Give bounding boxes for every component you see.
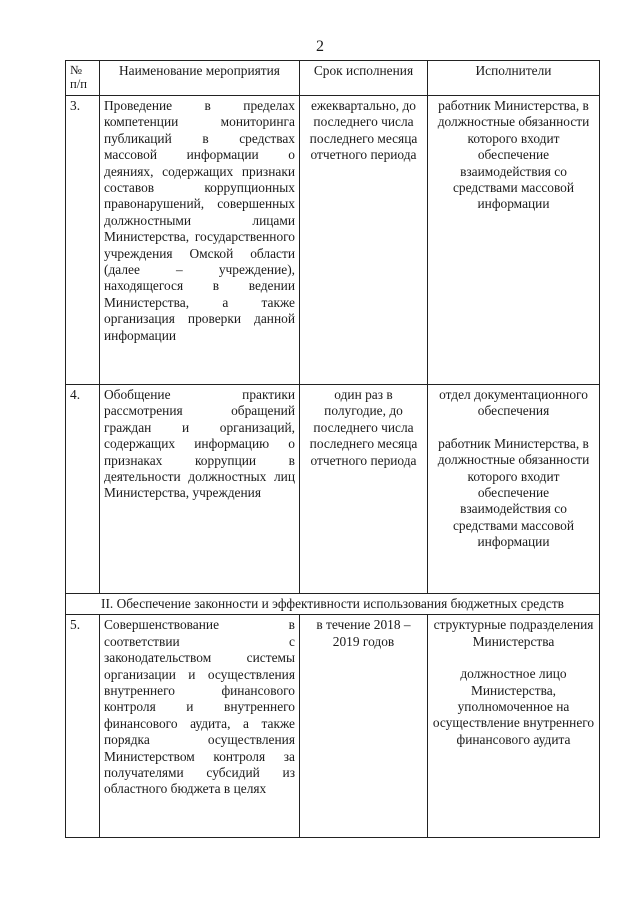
- section-heading-row: [66, 594, 600, 615]
- event-deadline: в течение 2018 – 2019 годов: [300, 615, 428, 838]
- header-executors: Исполнители: [428, 61, 600, 96]
- row-number: 4.: [66, 385, 100, 594]
- header-number: № п/п: [66, 61, 100, 96]
- event-executors: [428, 96, 600, 385]
- event-executors: [428, 615, 600, 838]
- event-name: Обобщение практики рассмотрения обращений граждан и организаций, содержащих информацию о признаках коррупции в деятельности должностных лиц Министерства, учреждения: [100, 385, 300, 594]
- event-executors: [428, 385, 600, 594]
- event-name: Проведение в пределах компетенции мониторинга публикаций в средствах массовой информации о деяниях, содержащих признаки составов коррупционных правонарушений, совершенных должностными лицами Министерства, государственного учреждения Омской области (далее – учреждение), находящегося в ведении Министерства, а также организация проверки данной информации: [100, 96, 300, 385]
- page-number: 2: [316, 38, 324, 55]
- events-plan-table: [65, 60, 600, 838]
- table-row: [66, 96, 600, 385]
- executor-entry: должностное лицо Министерства, уполномоченное на осуществление внутреннего финансового аудита: [432, 666, 595, 747]
- event-deadline: ежеквартально, до последнего числа последнего месяца отчетного периода: [300, 96, 428, 385]
- event-name: Совершенствование в соответствии с законодательством системы организации и осуществления внутреннего финансового контроля и внутреннего финансового аудита, а также порядка осуществления Министерством контроля за получателями субсидий из областного бюджета в целях: [100, 615, 300, 838]
- event-deadline: один раз в полугодие, до последнего числа последнего месяца отчетного периода: [300, 385, 428, 594]
- section-heading: II. Обеспечение законности и эффективности использования бюджетных средств: [66, 594, 600, 615]
- executor-entry: работник Министерства, в должностные обязанности которого входит обеспечение взаимодействия со средствами массовой информации: [437, 98, 590, 212]
- executor-entry: работник Министерства, в должностные обязанности которого входит обеспечение взаимодействия со средствами массовой информации: [437, 435, 590, 550]
- executor-entry: отдел документационного обеспечения: [439, 387, 588, 419]
- header-event-name: Наименование мероприятия: [100, 61, 300, 96]
- table-row: [66, 385, 600, 594]
- table-row: [66, 615, 600, 838]
- executor-entry: структурные подразделения Министерства: [433, 617, 594, 649]
- row-number: 5.: [66, 615, 100, 838]
- row-number: 3.: [66, 96, 100, 385]
- header-deadline: Срок исполнения: [300, 61, 428, 96]
- table-header-row: [66, 61, 600, 96]
